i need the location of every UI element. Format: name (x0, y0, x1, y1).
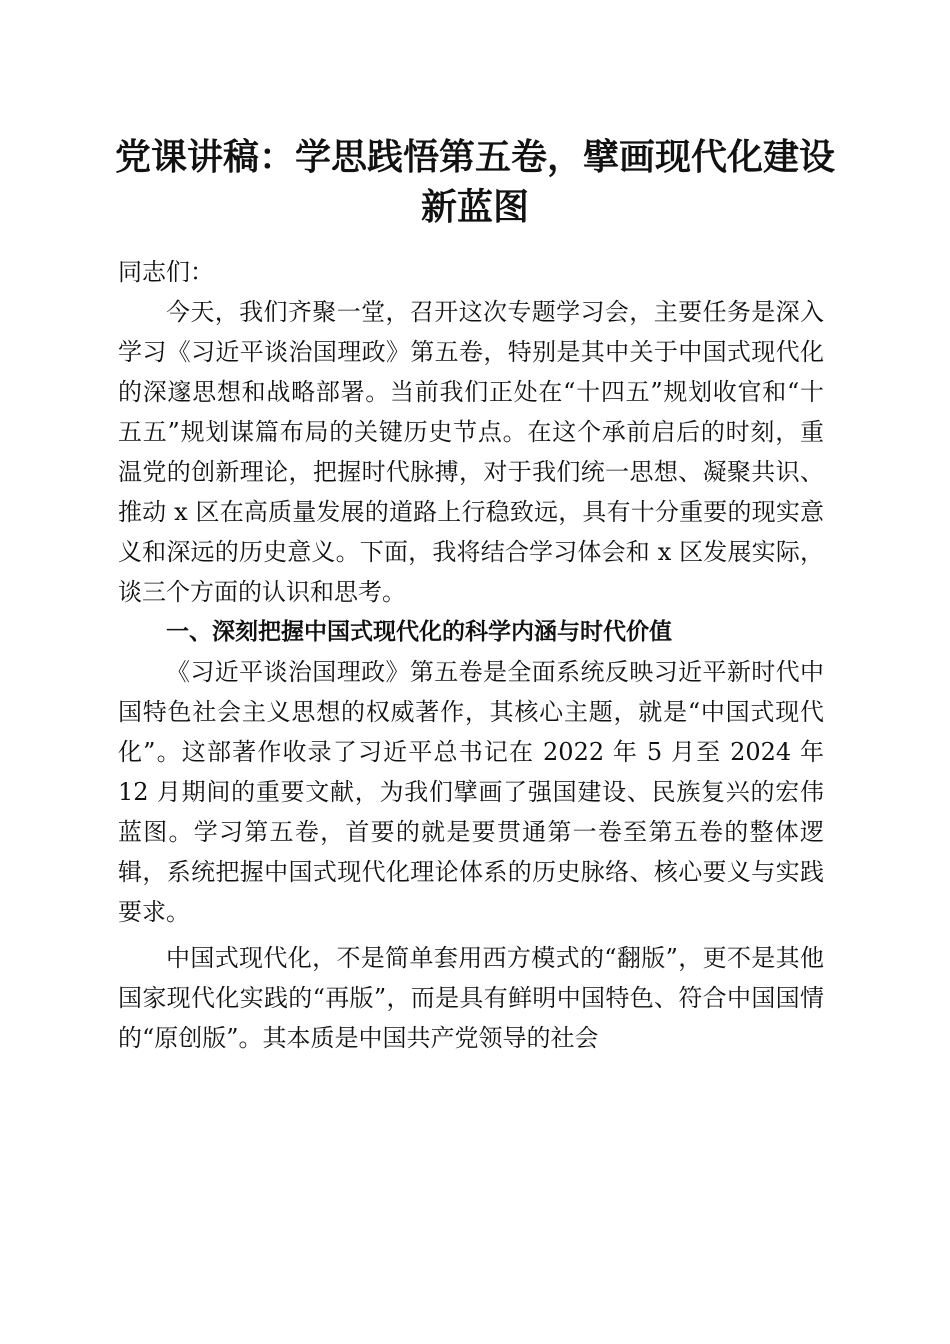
section-heading-1: 一、深刻把握中国式现代化的科学内涵与时代价值 (166, 619, 672, 645)
paragraph-section-1-b: 中国式现代化，不是简单套用西方模式的“翻版”，更不是其他国家现代化实践的“再版”，而是具有鲜明中国特色、符合中国国情的“原创版”。其本质是中国共产党领导的社会 (118, 944, 824, 1052)
document-title (110, 132, 840, 232)
paragraph-section-1-a: 《习近平谈治国理政》第五卷是全面系统反映习近平新时代中国特色社会主义思想的权威著作，其核心主题，就是“中国式现代化”。这部著作收录了习近平总书记在 2022 年 5 月至 2024 年 12 月期间的重要文献，为我们擘画了强国建设、民族复兴的宏伟蓝图。学习第五卷，首要的就是要贯通第一卷至第五卷的整体逻辑，系统把握中国式现代化理论体系的历史脉络、核心要义与实践要求。 (118, 658, 824, 926)
paragraph-intro: 今天，我们齐聚一堂，召开这次专题学习会，主要任务是深入学习《习近平谈治国理政》第五卷，特别是其中关于中国式现代化的深邃思想和战略部署。当前我们正处在“十四五”规划收官和“十五五”规划谋篇布局的关键历史节点。在这个承前启后的时刻，重温党的创新理论，把握时代脉搏，对于我们统一思想、凝聚共识、推动 x 区在高质量发展的道路上行稳致远，具有十分重要的现实意义和深远的历史意义。下面，我将结合学习体会和 x 区发展实际，谈三个方面的认识和思考。 (118, 298, 824, 606)
title-line-1: 党课讲稿：学思践悟第五卷，擘画现代化建设 (114, 136, 835, 178)
document-body (118, 252, 824, 1058)
greeting: 同志们： (118, 258, 214, 286)
title-line-2: 新蓝图 (420, 186, 529, 228)
